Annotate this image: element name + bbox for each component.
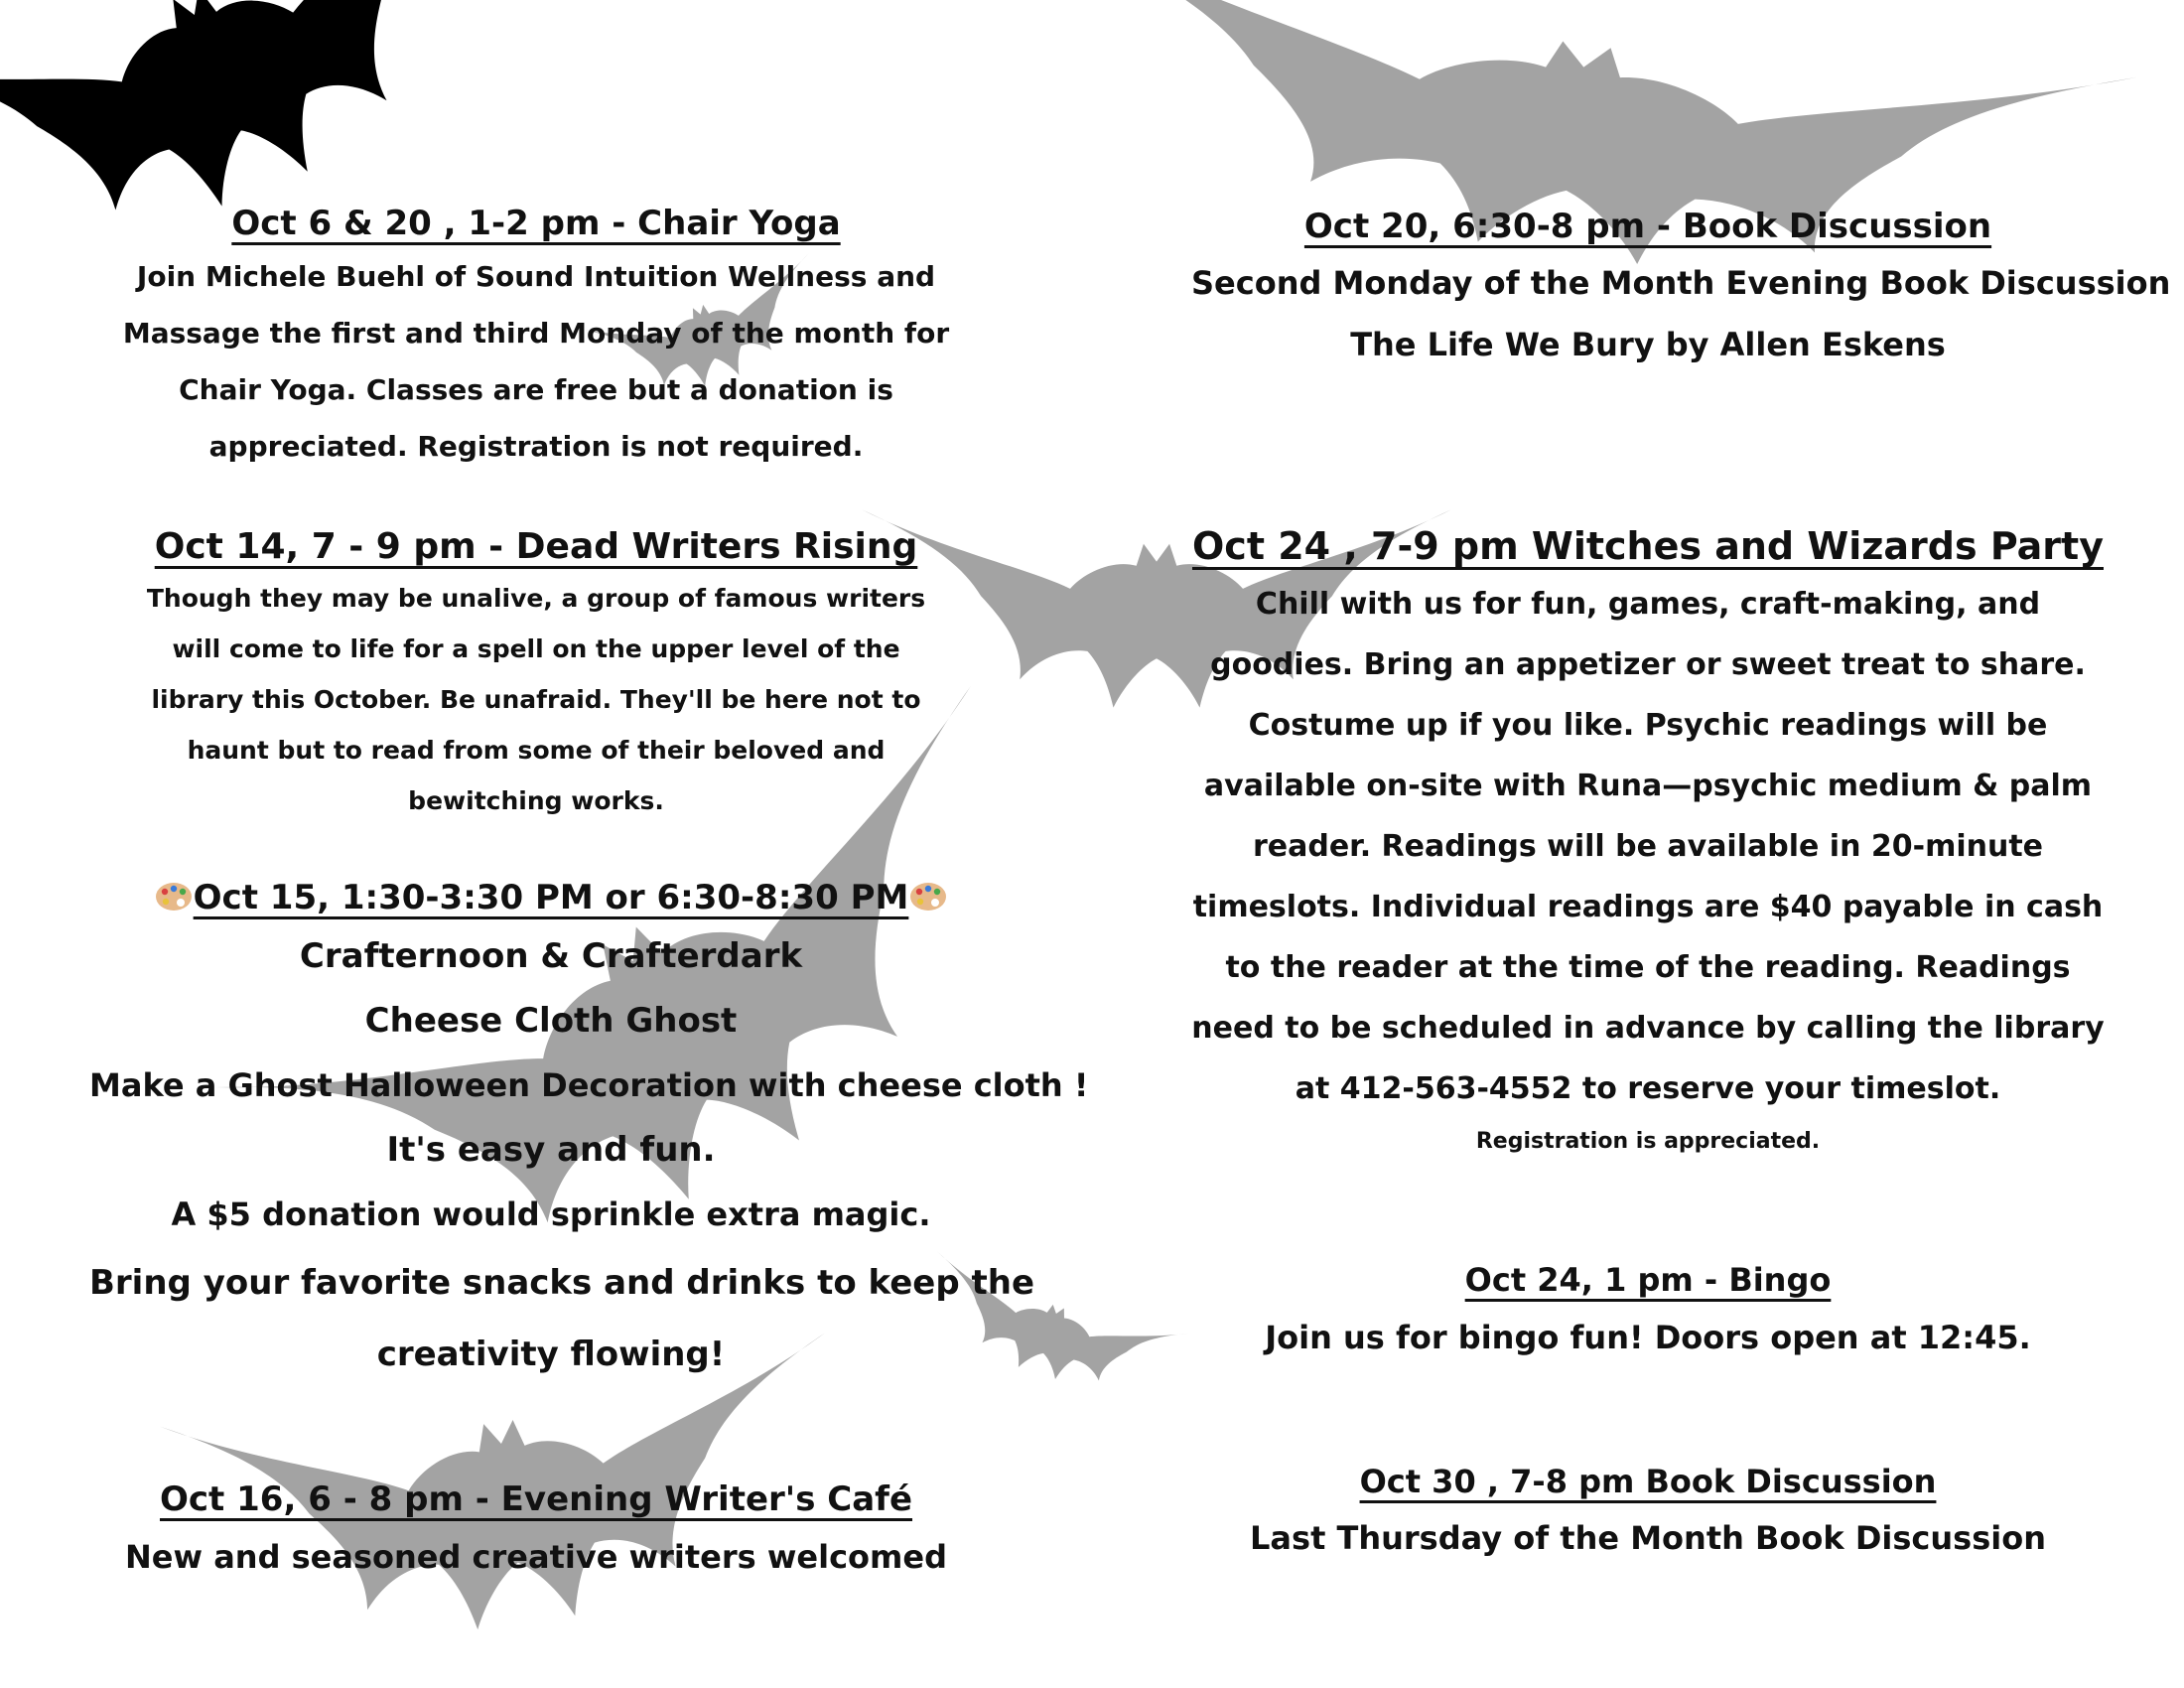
event-line: Crafternoon & Crafterdark xyxy=(299,936,803,976)
event-chair-yoga xyxy=(89,199,983,475)
event-heading: Oct 15, 1:30-3:30 PM or 6:30-8:30 PM xyxy=(193,878,909,917)
event-line: will come to life for a spell on the upper level of the xyxy=(172,634,900,663)
event-book-discussion-1 xyxy=(1191,201,2171,375)
event-line: A $5 donation would sprinkle extra magic. xyxy=(171,1196,931,1233)
event-line: Make a Ghost Halloween Decoration with cheese cloth ! xyxy=(89,1066,1089,1104)
event-line: Bring your favorite snacks and drinks to keep the xyxy=(89,1263,1035,1303)
event-line: New and seasoned creative writers welcomed xyxy=(125,1538,947,1576)
event-heading: Oct 14, 7 - 9 pm - Dead Writers Rising xyxy=(154,526,918,567)
event-note: Registration is appreciated. xyxy=(1475,1129,1821,1154)
event-line: reader. Readings will be available in 20-minute xyxy=(1252,829,2044,864)
event-writers-cafe xyxy=(89,1474,983,1589)
event-line: The Life We Bury by Allen Eskens xyxy=(1350,326,1946,363)
event-line: at 412-563-4552 to reserve your timeslot. xyxy=(1295,1071,2001,1106)
event-line: Massage the first and third Monday of the month for xyxy=(122,317,950,350)
event-line: Chill with us for fun, games, craft-making, and xyxy=(1255,587,2041,622)
event-witches-party xyxy=(1191,518,2105,1165)
event-line: It's easy and fun. xyxy=(386,1130,716,1170)
artist-palette-icon xyxy=(154,881,194,913)
artist-palette-icon xyxy=(908,881,948,913)
event-heading: Oct 24, 1 pm - Bingo xyxy=(1464,1261,1832,1299)
event-line: Second Monday of the Month Evening Book Discussion xyxy=(1191,264,2171,302)
event-line: to the reader at the time of the reading. Readings xyxy=(1225,950,2071,985)
event-heading-row xyxy=(154,872,949,923)
event-line: available on-site with Runa—psychic medium & palm xyxy=(1203,769,2093,803)
event-line: Join us for bingo fun! Doors open at 12:45. xyxy=(1265,1319,2031,1356)
event-heading: Oct 20, 6:30-8 pm - Book Discussion xyxy=(1303,207,1992,246)
event-bingo xyxy=(1191,1255,2105,1370)
event-line: haunt but to read from some of their beloved and xyxy=(187,736,886,765)
event-dead-writers xyxy=(89,521,983,826)
event-line: Though they may be unalive, a group of famous writers xyxy=(146,584,926,613)
event-line: Costume up if you like. Psychic readings will be xyxy=(1248,708,2048,743)
event-book-discussion-2 xyxy=(1191,1457,2105,1570)
event-heading: Oct 30 , 7-8 pm Book Discussion xyxy=(1359,1463,1937,1500)
event-crafternoon xyxy=(89,872,1089,1390)
event-line: timeslots. Individual readings are $40 payable in cash xyxy=(1192,890,2104,924)
event-line: creativity flowing! xyxy=(376,1335,726,1374)
event-line: need to be scheduled in advance by calling the library xyxy=(1191,1011,2105,1046)
event-line: library this October. Be unafraid. They'll be here not to xyxy=(151,685,921,714)
event-heading: Oct 6 & 20 , 1-2 pm - Chair Yoga xyxy=(231,204,841,243)
event-line: Join Michele Buehl of Sound Intuition Wellness and xyxy=(136,260,936,293)
event-line: bewitching works. xyxy=(408,786,664,815)
event-heading: Oct 24 , 7-9 pm Witches and Wizards Party xyxy=(1192,524,2104,568)
event-line: Last Thursday of the Month Book Discussion xyxy=(1250,1519,2046,1557)
event-line: appreciated. Registration is not required. xyxy=(208,430,864,463)
event-heading: Oct 16, 6 - 8 pm - Evening Writer's Café xyxy=(159,1479,913,1519)
event-line: Cheese Cloth Ghost xyxy=(364,1001,738,1041)
event-line: Chair Yoga. Classes are free but a donation is xyxy=(179,373,893,406)
event-line: goodies. Bring an appetizer or sweet treat to share. xyxy=(1210,647,2086,682)
